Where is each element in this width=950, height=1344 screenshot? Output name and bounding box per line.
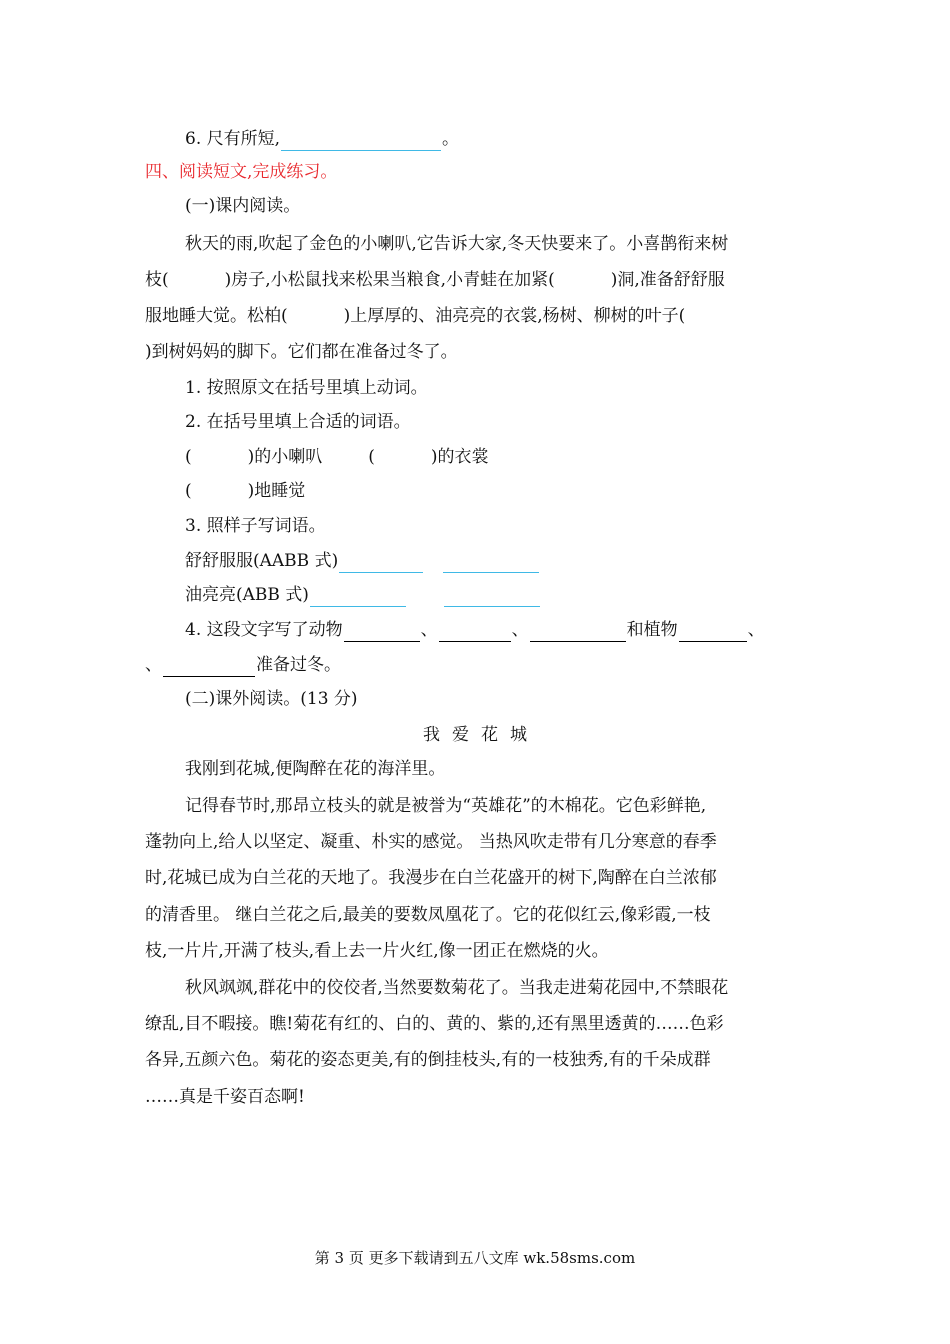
essay-line4: 时,花城已成为白兰花的天地了。我漫步在白兰花盛开的树下,陶醉在白兰浓郁 [145, 868, 717, 888]
text-fragment: )的衣裳 [430, 447, 489, 467]
essay-line8: 缭乱,目不暇接。瞧!菊花有红的、白的、黄的、紫的,还有黑里透黄的……色彩 [145, 1014, 724, 1034]
q6-prefix: 6. 尺有所短, [185, 129, 281, 149]
text-fragment: 4. 这段文字写了动物 [185, 620, 343, 640]
answer-blank[interactable] [679, 621, 747, 642]
text-fragment: 准备过冬。 [256, 655, 341, 675]
part1-question-2: 2. 在括号里填上合适的词语。 [185, 412, 411, 432]
answer-blank[interactable] [339, 552, 423, 573]
answer-blank[interactable] [444, 586, 540, 607]
q2-row-2 [185, 479, 305, 503]
passage1-line1: 秋天的雨,吹起了金色的小喇叭,它告诉大家,冬天快要来了。小喜鹊衔来树 [185, 234, 729, 254]
essay-line3: 蓬勃向上,给人以坚定、凝重、朴实的感觉。 当热风吹走带有几分寒意的春季 [145, 832, 717, 852]
passage1-line4: )到树妈妈的脚下。它们都在准备过冬了。 [145, 342, 458, 362]
q3-row-2 [185, 583, 541, 607]
text-fragment: 、 [145, 655, 162, 675]
text-fragment: 、 [511, 620, 529, 640]
text-fragment: ( [185, 481, 192, 501]
essay-line5: 的清香里。 继白兰花之后,最美的要数凤凰花了。它的花似红云,像彩霞,一枝 [145, 905, 711, 925]
text-fragment: ( [368, 447, 375, 467]
text-fragment: 服地睡大觉。松柏( [145, 306, 288, 326]
essay-line10: ……真是千姿百态啊! [145, 1087, 305, 1107]
q4-row-2 [145, 653, 341, 677]
essay-line9: 各异,五颜六色。菊花的姿态更美,有的倒挂枝头,有的一枝独秀,有的千朵成群 [145, 1050, 711, 1070]
text-fragment: 、 [420, 620, 438, 640]
text-fragment: )的小喇叭 [247, 447, 323, 467]
part1-question-4 [185, 618, 765, 642]
question-6 [185, 127, 459, 151]
answer-blank[interactable] [443, 552, 539, 573]
part1-question-3: 3. 照样子写词语。 [185, 516, 326, 536]
q3-row-1 [185, 549, 540, 573]
essay-line1: 我刚到花城,便陶醉在花的海洋里。 [185, 759, 446, 779]
passage1-line3 [145, 304, 685, 328]
text-fragment: 和植物 [626, 620, 678, 640]
essay-line7: 秋风飒飒,群花中的佼佼者,当然要数菊花了。当我走进菊花园中,不禁眼花 [185, 978, 729, 998]
text-fragment: )地睡觉 [247, 481, 306, 501]
answer-blank[interactable] [310, 586, 406, 607]
essay-line6: 枝,一片片,开满了枝头,看上去一片火红,像一团正在燃烧的火。 [145, 941, 609, 961]
passage1-line2 [145, 268, 725, 292]
text-fragment: 舒舒服服(AABB 式) [185, 551, 339, 571]
part2-title: (二)课外阅读。(13 分) [185, 689, 358, 709]
q6-answer-blank[interactable] [281, 130, 441, 151]
essay-line2: 记得春节时,那昂立枝头的就是被誉为“英雄花”的木棉花。它色彩鲜艳, [185, 796, 707, 816]
part1-title: (一)课内阅读。 [185, 196, 301, 216]
text-fragment: )房子,小松鼠找来松果当粮食,小青蛙在加紧( [224, 270, 555, 290]
answer-blank[interactable] [439, 621, 511, 642]
page-footer: 第 3 页 更多下载请到五八文库 wk.58sms.com [314, 1249, 636, 1267]
q2-row-1 [185, 445, 489, 469]
text-fragment: )洞,准备舒舒服 [610, 270, 725, 290]
part1-question-1: 1. 按照原文在括号里填上动词。 [185, 378, 428, 398]
text-fragment: 、 [747, 620, 765, 640]
q6-suffix: 。 [442, 129, 460, 149]
text-fragment: 枝( [145, 270, 169, 290]
answer-blank[interactable] [163, 656, 255, 677]
essay-title: 我爱花城 [423, 725, 539, 745]
text-fragment: ( [185, 447, 192, 467]
section-4-heading: 四、阅读短文,完成练习。 [145, 162, 338, 182]
text-fragment: 油亮亮(ABB 式) [185, 585, 309, 605]
text-fragment: )上厚厚的、油亮亮的衣裳,杨树、柳树的叶子( [343, 306, 686, 326]
answer-blank[interactable] [344, 621, 420, 642]
answer-blank[interactable] [530, 621, 626, 642]
